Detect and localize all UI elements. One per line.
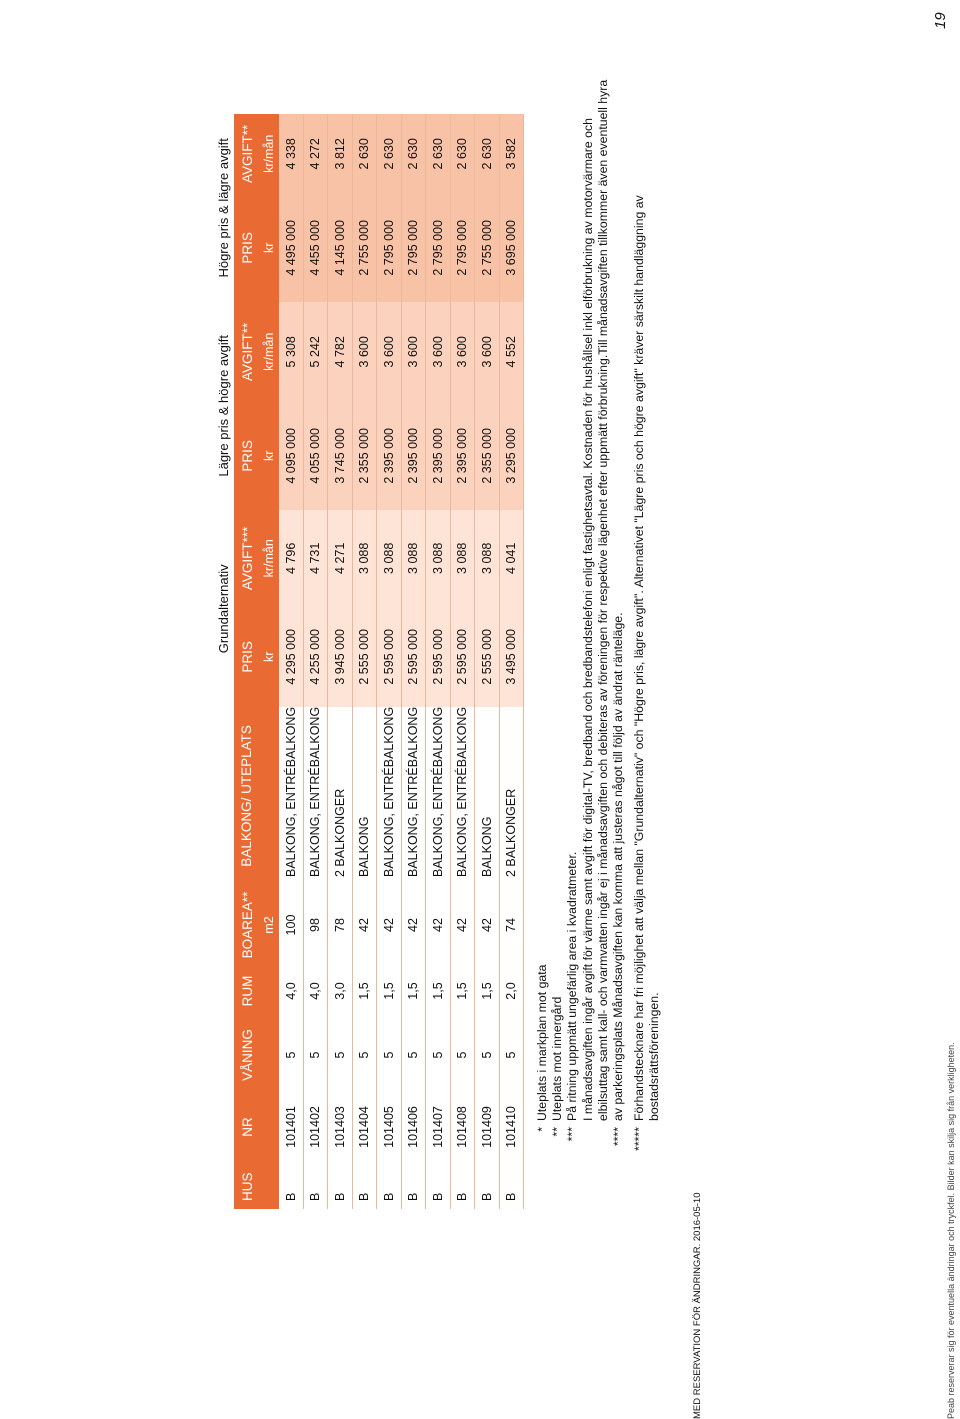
table-cell: 2 795 000 <box>377 194 402 302</box>
table-cell: 101401 <box>279 1093 304 1161</box>
unit-pris-grund: kr <box>260 607 279 707</box>
table-cell: 2 395 000 <box>426 402 451 510</box>
table-cell: 101410 <box>499 1093 524 1161</box>
table-cell: 2 630 <box>450 114 475 194</box>
table-cell: B <box>352 1161 377 1209</box>
table-cell: 1,5 <box>401 965 426 1017</box>
table-cell: 5 <box>352 1017 377 1093</box>
table-cell: 3 600 <box>426 302 451 402</box>
table-cell: 2 BALKONGER <box>499 707 524 885</box>
table-cell: 101407 <box>426 1093 451 1161</box>
table-cell: 4 145 000 <box>328 194 353 302</box>
group-header-hogre: Högre pris & lägre avgift <box>212 114 234 302</box>
table-cell: B <box>303 1161 328 1209</box>
table-cell: 4 272 <box>303 114 328 194</box>
table-cell: 3 812 <box>328 114 353 194</box>
table-cell: 100 <box>279 885 304 965</box>
table-cell: 2 795 000 <box>401 194 426 302</box>
table-cell: 3 600 <box>450 302 475 402</box>
table-cell: 5 <box>377 1017 402 1093</box>
table-cell: B <box>450 1161 475 1209</box>
column-header-row <box>234 114 260 1209</box>
group-header-lagre: Lägre pris & högre avgift <box>212 302 234 510</box>
table-cell: 3 088 <box>450 510 475 607</box>
table-cell: B <box>475 1161 500 1209</box>
table-cell: 1,5 <box>377 965 402 1017</box>
table-cell: 2 755 000 <box>352 194 377 302</box>
table-cell: B <box>279 1161 304 1209</box>
table-cell: 3 295 000 <box>499 402 524 510</box>
unit-avgift-lagre: kr/mån <box>260 302 279 402</box>
col-rum: RUM <box>234 965 260 1017</box>
table-cell: 2 795 000 <box>450 194 475 302</box>
table-row <box>377 114 402 1209</box>
footnote: *** På ritning uppmätt ungefärlig area i kvadratmeter. <box>565 851 580 1142</box>
table-cell: 2 630 <box>426 114 451 194</box>
group-header-grund: Grundalternativ <box>212 510 234 707</box>
table-cell: 5 <box>499 1017 524 1093</box>
table-row <box>401 114 426 1209</box>
table-cell: 5 <box>426 1017 451 1093</box>
footnote: ***** Förhandstecknare har fri möjlighet att välja mellan "Grundalternativ" och "Högre pris, lägre avgift". Alternativet "Lägre pris och högre avgift" kräver särskilt handläggning av bostadsrättsföreningen. <box>632 195 662 1151</box>
table-cell: 2 395 000 <box>450 402 475 510</box>
table-row <box>450 114 475 1209</box>
table-cell: 3 945 000 <box>328 607 353 707</box>
table-row <box>279 114 304 1209</box>
table-cell: 4 271 <box>328 510 353 607</box>
table-cell: 78 <box>328 885 353 965</box>
col-pris-hogre: PRIS <box>234 194 260 302</box>
table-cell: 101402 <box>303 1093 328 1161</box>
table-cell: 5 <box>401 1017 426 1093</box>
table-cell: 2 355 000 <box>475 402 500 510</box>
col-balkong: BALKONG/ UTEPLATS <box>234 707 260 885</box>
table-cell: 3 582 <box>499 114 524 194</box>
table-cell: 5 <box>475 1017 500 1093</box>
table-row <box>303 114 328 1209</box>
table-cell: 2 555 000 <box>475 607 500 707</box>
table-cell: 2 595 000 <box>450 607 475 707</box>
table-cell: 3 695 000 <box>499 194 524 302</box>
col-pris-lagre: PRIS <box>234 402 260 510</box>
table-cell: 101405 <box>377 1093 402 1161</box>
table-cell: 101404 <box>352 1093 377 1161</box>
table-row <box>499 114 524 1209</box>
table-cell: 5 308 <box>279 302 304 402</box>
table-body <box>279 114 524 1209</box>
table-cell: 4 041 <box>499 510 524 607</box>
table-cell: 1,5 <box>352 965 377 1017</box>
table-cell: BALKONG, ENTRÉBALKONG <box>450 707 475 885</box>
table-cell: 3 088 <box>352 510 377 607</box>
table-cell: 1,5 <box>426 965 451 1017</box>
table-cell: 2 630 <box>352 114 377 194</box>
table-cell: 3 600 <box>475 302 500 402</box>
table-cell: B <box>328 1161 353 1209</box>
table-cell: 2 630 <box>401 114 426 194</box>
table-cell: 5 <box>328 1017 353 1093</box>
table-cell: BALKONG, ENTRÉBALKONG <box>377 707 402 885</box>
col-boarea: BOAREA** <box>234 885 260 965</box>
table-cell: BALKONG, ENTRÉBALKONG <box>401 707 426 885</box>
table-cell: BALKONG, ENTRÉBALKONG <box>303 707 328 885</box>
table-cell: 2 795 000 <box>426 194 451 302</box>
table-cell: 4 731 <box>303 510 328 607</box>
table-cell: 98 <box>303 885 328 965</box>
col-avgift-lagre: AVGIFT** <box>234 302 260 402</box>
table-cell: 42 <box>426 885 451 965</box>
table-cell: 4 495 000 <box>279 194 304 302</box>
table-row <box>426 114 451 1209</box>
table-cell: 3 495 000 <box>499 607 524 707</box>
table-cell: 3 088 <box>401 510 426 607</box>
col-nr: NR <box>234 1093 260 1161</box>
table-row <box>328 114 353 1209</box>
table-cell: 4 095 000 <box>279 402 304 510</box>
table-cell: 2 595 000 <box>426 607 451 707</box>
table-cell: 1,5 <box>450 965 475 1017</box>
footnote: * Uteplats i markplan mot gata <box>535 964 549 1132</box>
unit-pris-hogre: kr <box>260 194 279 302</box>
table-cell: 42 <box>475 885 500 965</box>
table-row <box>352 114 377 1209</box>
footnotes <box>535 69 663 1169</box>
table-cell: 2 395 000 <box>401 402 426 510</box>
footnote: ** Uteplats mot innergård <box>550 996 565 1137</box>
col-avgift-grund: AVGIFT*** <box>234 510 260 607</box>
table-cell: 101409 <box>475 1093 500 1161</box>
table-cell: 4 255 000 <box>303 607 328 707</box>
table-cell: BALKONG, ENTRÉBALKONG <box>279 707 304 885</box>
table-cell: 2 BALKONGER <box>328 707 353 885</box>
table-cell: B <box>377 1161 402 1209</box>
table-cell: 101406 <box>401 1093 426 1161</box>
table-cell: 101403 <box>328 1093 353 1161</box>
table-cell: 42 <box>352 885 377 965</box>
table-cell: BALKONG <box>475 707 500 885</box>
table-cell: 3 088 <box>475 510 500 607</box>
unit-avgift-grund: kr/mån <box>260 510 279 607</box>
table-cell: 3 600 <box>377 302 402 402</box>
table-cell: 2 395 000 <box>377 402 402 510</box>
page-footer: Peab reserverar sig för eventuella ändringar och tryckfel. Bilder kan skilja sig från verkligheten. <box>946 1042 956 1419</box>
footnote: **** I månadsavgiften ingår avgift för värme samt avgift för digital-TV, bredband och bredbandstelefoni enligt fastighetsavtal. Kostnaden för hushållsel inkl elförbrukning av motorvärmare och elbilsuttag samt kall- och varmvatten ingår ej i månadsavgiften och debiteras av föreningen för respektive lägenhet efter uppmätt förbrukning.Till månadsavgiften tillkommer även eventuell hyra av parkeringsplats Månadsavgiften kan komma att justeras något till följd av ändrat ränteläge. <box>580 79 626 1147</box>
table-cell: 4 055 000 <box>303 402 328 510</box>
col-avgift-hogre: AVGIFT** <box>234 114 260 194</box>
table-cell: 4 782 <box>328 302 353 402</box>
table-cell: 4 295 000 <box>279 607 304 707</box>
table-cell: 2 755 000 <box>475 194 500 302</box>
unit-boarea: m2 <box>260 885 279 965</box>
table-cell: 74 <box>499 885 524 965</box>
table-cell: B <box>499 1161 524 1209</box>
table-cell: 4,0 <box>303 965 328 1017</box>
col-pris-grund: PRIS <box>234 607 260 707</box>
table-cell: 2 595 000 <box>377 607 402 707</box>
table-cell: B <box>401 1161 426 1209</box>
table-cell: 3 745 000 <box>328 402 353 510</box>
table-cell: 2,0 <box>499 965 524 1017</box>
table-cell: B <box>426 1161 451 1209</box>
table-cell: 4 796 <box>279 510 304 607</box>
table-cell: 1,5 <box>475 965 500 1017</box>
table-cell: BALKONG <box>352 707 377 885</box>
col-vaning: VÅNING <box>234 1017 260 1093</box>
price-table <box>212 113 524 1209</box>
group-header-row <box>212 114 234 1209</box>
table-cell: 5 <box>279 1017 304 1093</box>
unit-pris-lagre: kr <box>260 402 279 510</box>
table-cell: 2 630 <box>475 114 500 194</box>
table-cell: 3 088 <box>426 510 451 607</box>
unit-avgift-hogre: kr/mån <box>260 114 279 194</box>
table-cell: 3 088 <box>377 510 402 607</box>
table-cell: 5 <box>450 1017 475 1093</box>
table-cell: 5 242 <box>303 302 328 402</box>
table-cell: 2 355 000 <box>352 402 377 510</box>
table-cell: BALKONG, ENTRÉBALKONG <box>426 707 451 885</box>
table-cell: 42 <box>450 885 475 965</box>
table-cell: 42 <box>377 885 402 965</box>
table-cell: 3 600 <box>352 302 377 402</box>
table-cell: 4 552 <box>499 302 524 402</box>
table-cell: 2 555 000 <box>352 607 377 707</box>
table-cell: 2 630 <box>377 114 402 194</box>
col-hus: HUS <box>234 1161 260 1209</box>
table-cell: 42 <box>401 885 426 965</box>
unit-header-row <box>260 114 279 1209</box>
table-cell: 4 338 <box>279 114 304 194</box>
table-row <box>475 114 500 1209</box>
page-number: 19 <box>932 12 949 29</box>
reservation-note: MED RESERVATION FÖR ÄNDRINGAR. 2016-05-10 <box>692 1192 703 1419</box>
table-cell: 2 595 000 <box>401 607 426 707</box>
table-cell: 5 <box>303 1017 328 1093</box>
table-cell: 4 455 000 <box>303 194 328 302</box>
table-cell: 3 600 <box>401 302 426 402</box>
table-cell: 101408 <box>450 1093 475 1161</box>
table-cell: 3,0 <box>328 965 353 1017</box>
table-cell: 4,0 <box>279 965 304 1017</box>
